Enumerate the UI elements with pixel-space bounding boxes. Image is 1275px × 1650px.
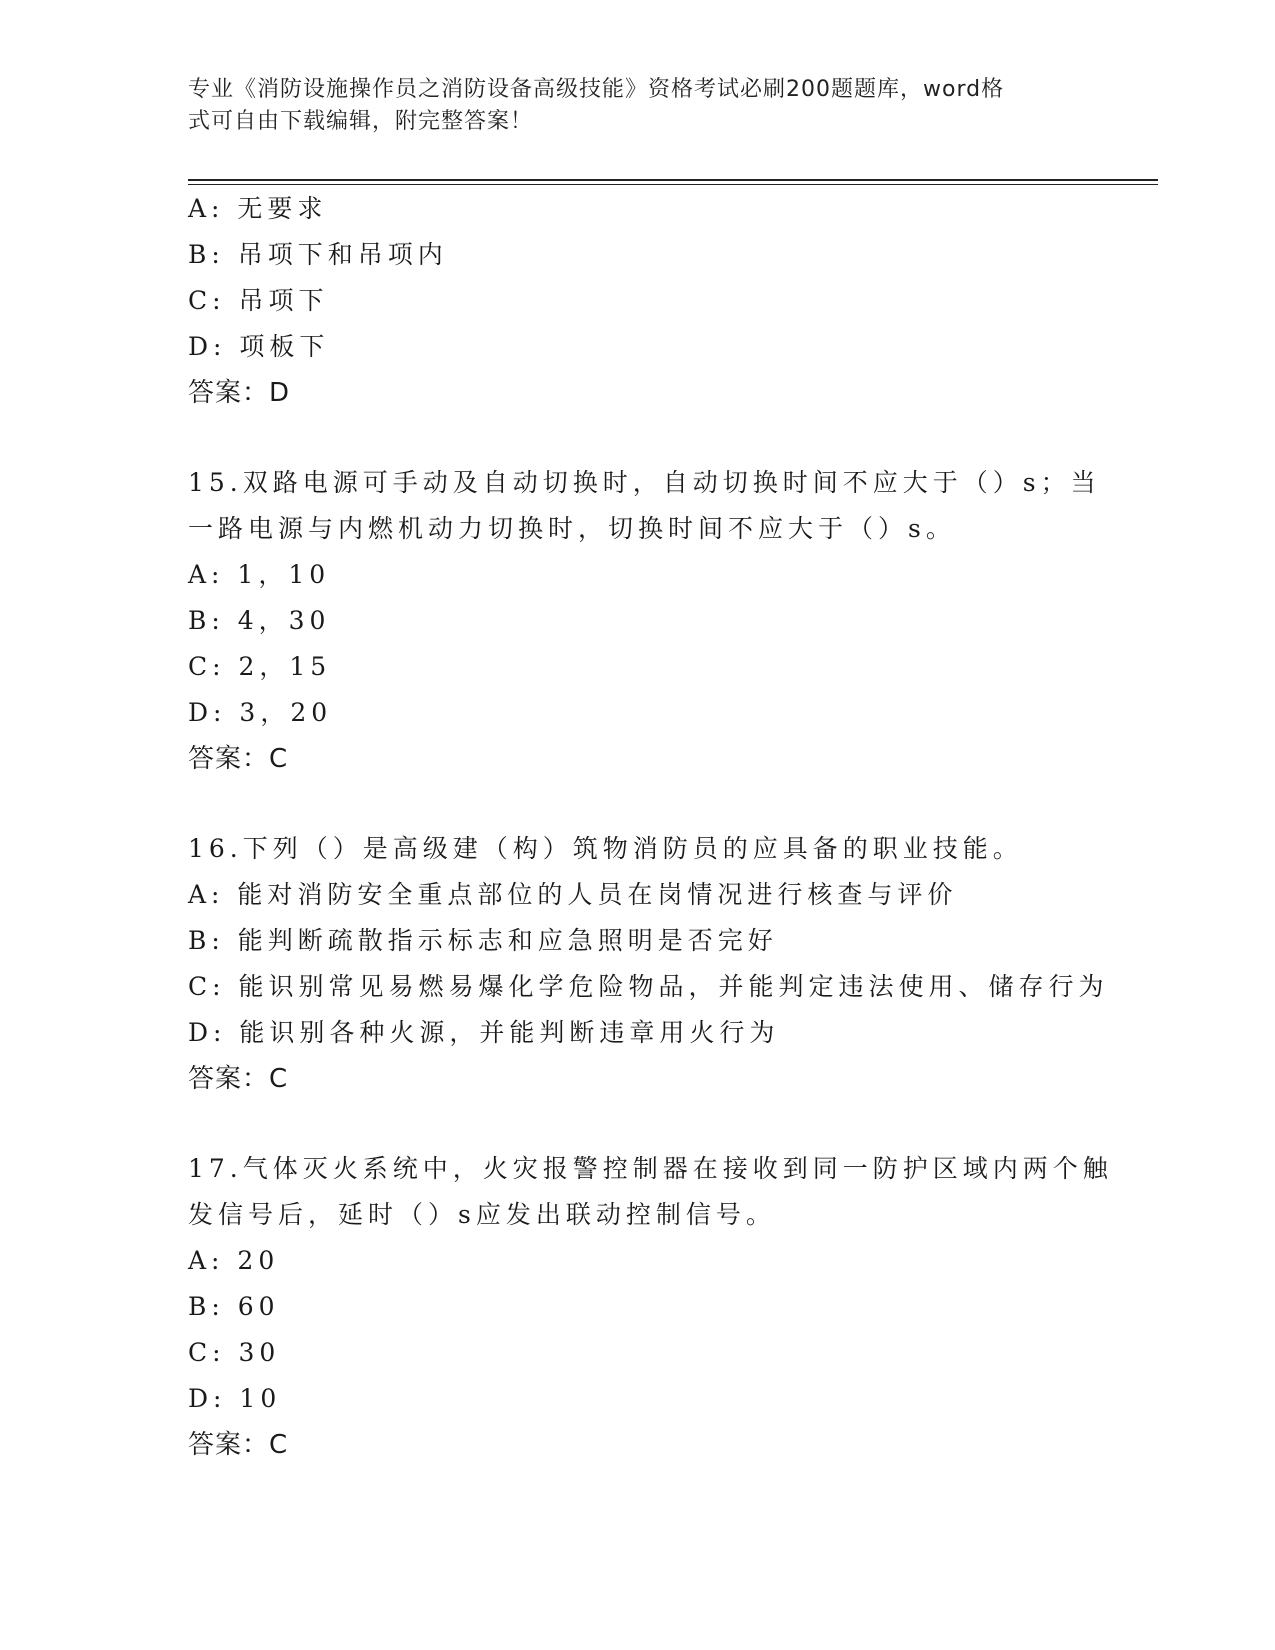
header-line-2: 式可自由下载编辑，附完整答案！: [188, 109, 534, 134]
option-a: A: 20: [188, 1246, 280, 1275]
option-b: B: 4，30: [188, 606, 331, 635]
option-d: D: 项板下: [188, 332, 330, 361]
answer: 答案：C: [188, 744, 289, 774]
option-c: C: 2，15: [188, 652, 332, 681]
option-a: A: 能对消防安全重点部位的人员在岗情况进行核查与评价: [188, 880, 958, 909]
question-stem-line-1: 15.双路电源可手动及自动切换时，自动切换时间不应大于（）s；当: [188, 468, 1101, 497]
spacer: [188, 782, 1088, 826]
document-header: [188, 74, 1068, 138]
option-b: B: 吊项下和吊项内: [188, 240, 448, 269]
header-line-1: 专业《消防设施操作员之消防设备高级技能》资格考试必刷200题题库，word格: [188, 77, 1005, 102]
option-a: A: 无要求: [188, 194, 328, 223]
option-b: B: 60: [188, 1292, 280, 1321]
option-d: D: 3，20: [188, 698, 333, 727]
question-stem-line-2: 一路电源与内燃机动力切换时，切换时间不应大于（）s。: [188, 514, 956, 543]
option-d: D: 能识别各种火源，并能判断违章用火行为: [188, 1018, 780, 1047]
question-list: [188, 186, 1113, 1468]
header-divider-thin: [188, 184, 1158, 185]
option-c: C: 30: [188, 1338, 281, 1367]
question-stem-line-2: 发信号后，延时（）s应发出联动控制信号。: [188, 1200, 776, 1229]
option-c: C: 能识别常见易燃易爆化学危险物品，并能判定违法使用、储存行为: [188, 972, 1109, 1001]
question-stem-line-1: 16.下列（）是高级建（构）筑物消防员的应具备的职业技能。: [188, 834, 1023, 863]
question-stem-line-1: 17.气体灭火系统中，火灾报警控制器在接收到同一防护区域内两个触: [188, 1154, 1113, 1183]
question-14: [188, 186, 1088, 416]
answer: 答案：D: [188, 378, 291, 408]
option-b: B: 能判断疏散指示标志和应急照明是否完好: [188, 926, 778, 955]
spacer: [188, 1102, 1088, 1146]
header-divider-thick: [188, 179, 1158, 181]
question-15: [188, 460, 1101, 782]
option-c: C: 吊项下: [188, 286, 329, 315]
answer: 答案：C: [188, 1064, 289, 1094]
option-d: D: 10: [188, 1384, 282, 1413]
option-a: A: 1，10: [188, 560, 331, 589]
question-16: [188, 826, 1109, 1102]
question-17: [188, 1146, 1113, 1468]
answer: 答案：C: [188, 1430, 289, 1460]
spacer: [188, 416, 1088, 460]
